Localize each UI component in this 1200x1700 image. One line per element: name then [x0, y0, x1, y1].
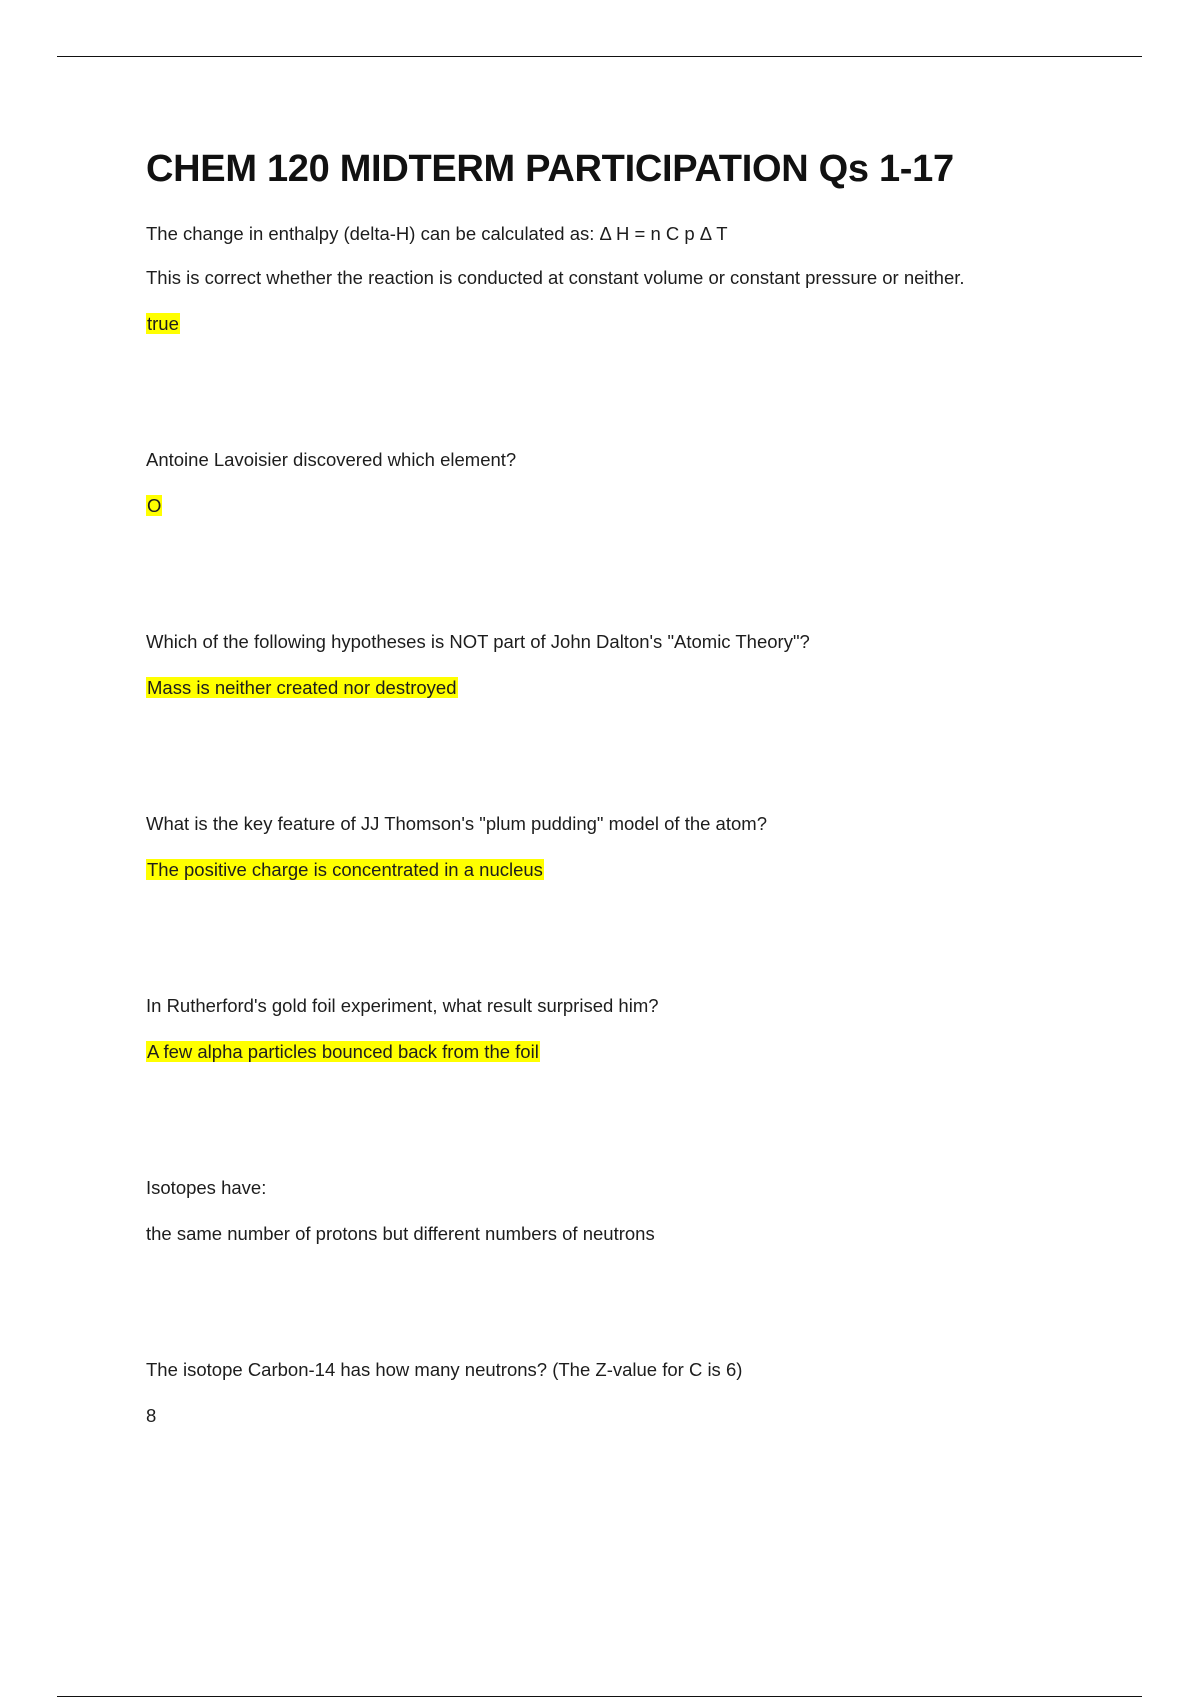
question-3-answer [146, 676, 458, 700]
question-6-prompt: Isotopes have: [146, 1177, 267, 1198]
document-title: CHEM 120 MIDTERM PARTICIPATION Qs 1-17 [146, 148, 954, 190]
question-2-prompt: Antoine Lavoisier discovered which element? [146, 449, 517, 470]
question-5-answer [146, 1040, 540, 1064]
question-4-prompt: What is the key feature of JJ Thomson's "plum pudding" model of the atom? [146, 813, 767, 834]
question-2-answer [146, 494, 162, 518]
answer-highlight: A few alpha particles bounced back from the foil [147, 1041, 539, 1062]
question-6-answer: the same number of protons but different numbers of neutrons [146, 1223, 655, 1244]
question-3-prompt: Which of the following hypotheses is NOT part of John Dalton's "Atomic Theory"? [146, 631, 810, 652]
answer-highlight: O [147, 495, 162, 516]
question-1-answer [146, 312, 180, 336]
question-7-prompt: The isotope Carbon-14 has how many neutrons? (The Z-value for C is 6) [146, 1359, 743, 1380]
question-1-prompt-line-1: The change in enthalpy (delta-H) can be calculated as: Δ H = n C p Δ T [146, 223, 728, 244]
question-4-answer [146, 858, 544, 882]
question-7-answer: 8 [146, 1405, 157, 1426]
answer-highlight: true [147, 313, 179, 334]
question-1-prompt-line-2: This is correct whether the reaction is conducted at constant volume or constant pressure or neither. [146, 267, 965, 288]
answer-highlight: The positive charge is concentrated in a nucleus [147, 859, 543, 880]
question-5-prompt: In Rutherford's gold foil experiment, what result surprised him? [146, 995, 659, 1016]
bottom-rule [57, 1696, 1142, 1697]
answer-highlight: Mass is neither created nor destroyed [147, 677, 457, 698]
top-rule [57, 56, 1142, 57]
